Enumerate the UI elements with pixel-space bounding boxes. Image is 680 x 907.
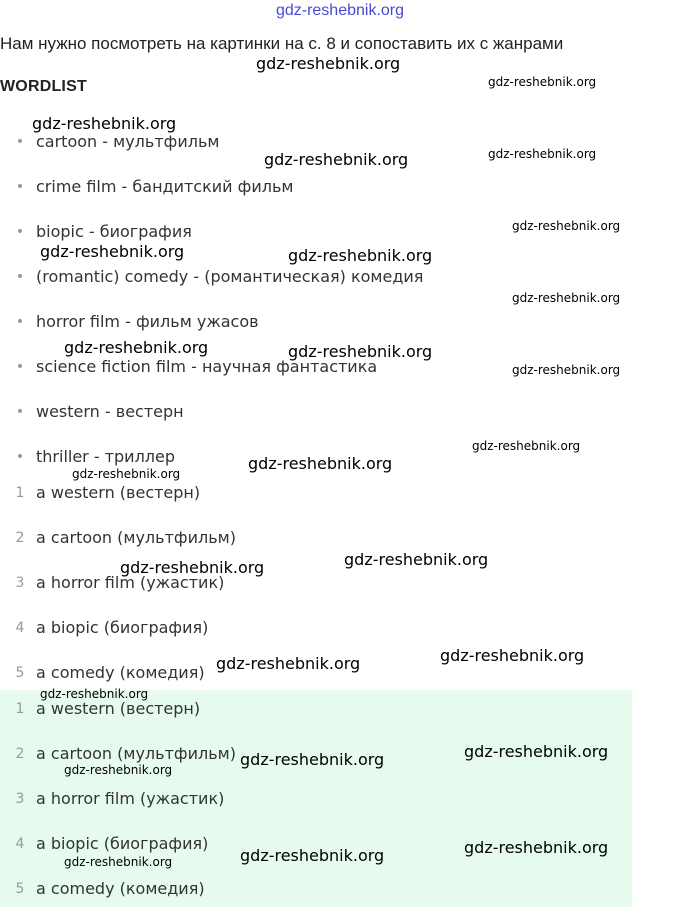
wordlist-term: thriller - триллер — [36, 447, 176, 466]
bullet: • — [15, 134, 25, 150]
wordlist-term: horror film - фильм ужасов — [36, 312, 259, 331]
intro-text: Нам нужно посмотреть на картинки на с. 8 и сопоставить их с жанрами — [0, 34, 564, 53]
bullet: • — [15, 404, 25, 420]
wordlist-term: western - вестерн — [36, 402, 184, 421]
watermark: gdz-reshebnik.org — [344, 550, 489, 569]
watermark: gdz-reshebnik.org — [464, 838, 609, 857]
wordlist-term: science fiction film - научная фантастика — [36, 357, 378, 376]
item-number: 3 — [15, 575, 25, 591]
item-number: 4 — [15, 620, 25, 636]
watermark: gdz-reshebnik.org — [288, 342, 433, 361]
item-number: 1 — [15, 485, 25, 501]
watermark: gdz-reshebnik.org — [64, 763, 173, 777]
match-text: a western (вестерн) — [36, 483, 201, 502]
answer-text: a western (вестерн) — [36, 699, 201, 718]
item-number: 5 — [15, 881, 25, 897]
watermark: gdz-reshebnik.org — [512, 291, 621, 305]
item-number: 4 — [15, 836, 25, 852]
answer-text: a horror film (ужастик) — [36, 789, 225, 808]
watermark: gdz-reshebnik.org — [120, 558, 265, 577]
watermark: gdz-reshebnik.org — [488, 75, 597, 89]
watermark: gdz-reshebnik.org — [488, 147, 597, 161]
watermark: gdz-reshebnik.org — [440, 646, 585, 665]
answer-text: a biopic (биография) — [36, 834, 209, 853]
watermark: gdz-reshebnik.org — [256, 54, 401, 73]
wordlist-heading: WORDLIST — [0, 78, 87, 95]
item-number: 5 — [15, 665, 25, 681]
wordlist-term: biopic - биография — [36, 222, 192, 241]
watermark: gdz-reshebnik.org — [464, 742, 609, 761]
match-text: a biopic (биография) — [36, 618, 209, 637]
watermark: gdz-reshebnik.org — [216, 654, 361, 673]
item-number: 2 — [15, 530, 25, 546]
item-number: 3 — [15, 791, 25, 807]
watermark: gdz-reshebnik.org — [32, 114, 177, 133]
watermark: gdz-reshebnik.org — [240, 846, 385, 865]
bullet: • — [15, 314, 25, 330]
bullet: • — [15, 224, 25, 240]
watermark: gdz-reshebnik.org — [512, 219, 621, 233]
wordlist-term: cartoon - мультфильм — [36, 132, 220, 151]
watermark: gdz-reshebnik.org — [248, 454, 393, 473]
watermark: gdz-reshebnik.org — [288, 246, 433, 265]
watermark: gdz-reshebnik.org — [240, 750, 385, 769]
bullet: • — [15, 449, 25, 465]
bullet: • — [15, 179, 25, 195]
watermark: gdz-reshebnik.org — [72, 467, 181, 481]
watermark: gdz-reshebnik.org — [472, 439, 581, 453]
item-number: 2 — [15, 746, 25, 762]
watermark: gdz-reshebnik.org — [40, 242, 185, 261]
match-text: a horror film (ужастик) — [36, 573, 225, 592]
bullet: • — [15, 359, 25, 375]
wordlist-term: crime film - бандитский фильм — [36, 177, 294, 196]
watermark: gdz-reshebnik.org — [40, 687, 149, 701]
item-number: 1 — [15, 701, 25, 717]
match-text: a cartoon (мультфильм) — [36, 528, 236, 547]
answer-text: a cartoon (мультфильм) — [36, 744, 236, 763]
bullet: • — [15, 269, 25, 285]
header-watermark: gdz-reshebnik.org — [275, 2, 405, 19]
watermark: gdz-reshebnik.org — [264, 150, 409, 169]
wordlist-term: (romantic) comedy - (романтическая) комедия — [36, 267, 424, 286]
watermark: gdz-reshebnik.org — [64, 855, 173, 869]
watermark: gdz-reshebnik.org — [64, 338, 209, 357]
answer-text: a comedy (комедия) — [36, 879, 205, 898]
watermark: gdz-reshebnik.org — [512, 363, 621, 377]
match-text: a comedy (комедия) — [36, 663, 205, 682]
